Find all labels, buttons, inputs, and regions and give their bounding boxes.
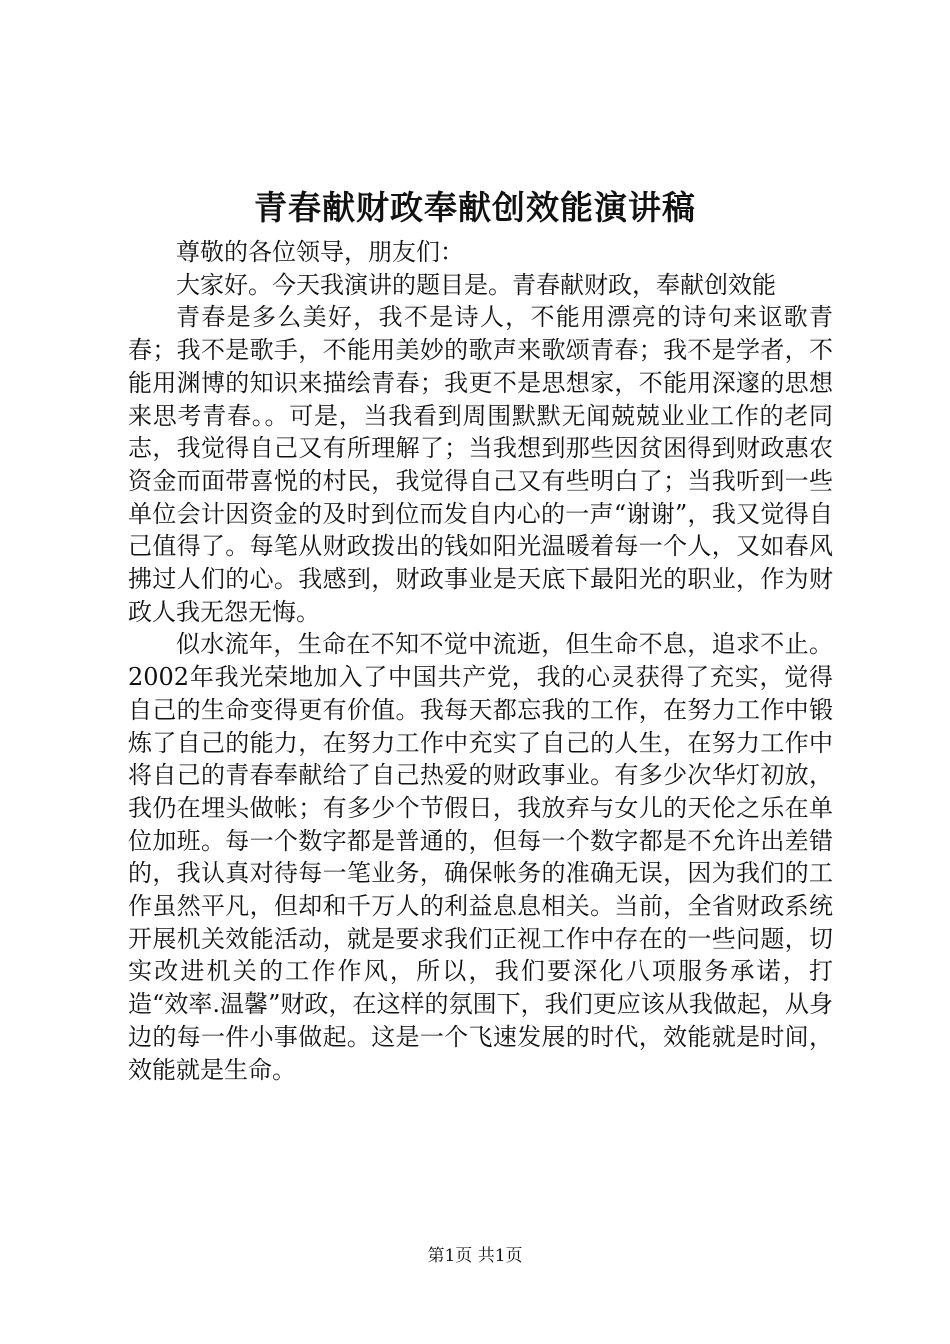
body-paragraph-1: 青春是多么美好，我不是诗人，不能用漂亮的诗句来讴歌青春；我不是歌手，不能用美妙的歌声来歌颂青春；我不是学者，不能用渊博的知识来描绘青春；我更不是思想家，不能用深邃的思想来思考青春。。可是，当我看到周围默默无闻兢兢业业工作的老同志，我觉得自己又有所理解了；当我想到那些因贫困得到财政惠农资金而面带喜悦的村民，我觉得自己又有些明白了；当我听到一些单位会计因资金的及时到位而发自内心的一声“谢谢”，我又觉得自己值得了。每笔从财政拨出的钱如阳光温暖着每一个人，又如春风拂过人们的心。我感到，财政事业是天底下最阳光的职业，作为财政人我无怨无悔。 xyxy=(128,303,833,626)
page-footer: 第1页 共1页 xyxy=(427,1246,523,1266)
document-title: 青春献财政奉献创效能演讲稿 xyxy=(254,188,696,227)
body-paragraph-2: 似水流年，生命在不知不觉中流逝，但生命不息，追求不止。2002年我光荣地加入了中国共产党，我的心灵获得了充实，觉得自己的生命变得更有价值。我每天都忘我的工作，在努力工作中锻炼了自己的能力，在努力工作中充实了自己的人生，在努力工作中将自己的青春奉献给了自己热爱的财政事业。有多少次华灯初放，我仍在埋头做帐；有多少个节假日，我放弃与女儿的天伦之乐在单位加班。每一个数字都是普通的，但每一个数字都是不允许出差错的，我认真对待每一笔业务，确保帐务的准确无误，因为我们的工作虽然平凡，但却和千万人的利益息息相关。当前，全省财政系统开展机关效能活动，就是要求我们正视工作中存在的一些问题，切实改进机关的工作作风，所以，我们要深化八项服务承诺，打造“效率.温馨”财政，在这样的氛围下，我们更应该从我做起，从身边的每一件小事做起。这是一个飞速发展的时代，效能就是时间，效能就是生命。 xyxy=(128,630,833,1084)
intro-paragraph: 大家好。今天我演讲的题目是。青春献财政，奉献创效能 xyxy=(176,270,776,299)
document-body xyxy=(128,236,833,1086)
greeting-paragraph: 尊敬的各位领导，朋友们： xyxy=(176,238,464,266)
